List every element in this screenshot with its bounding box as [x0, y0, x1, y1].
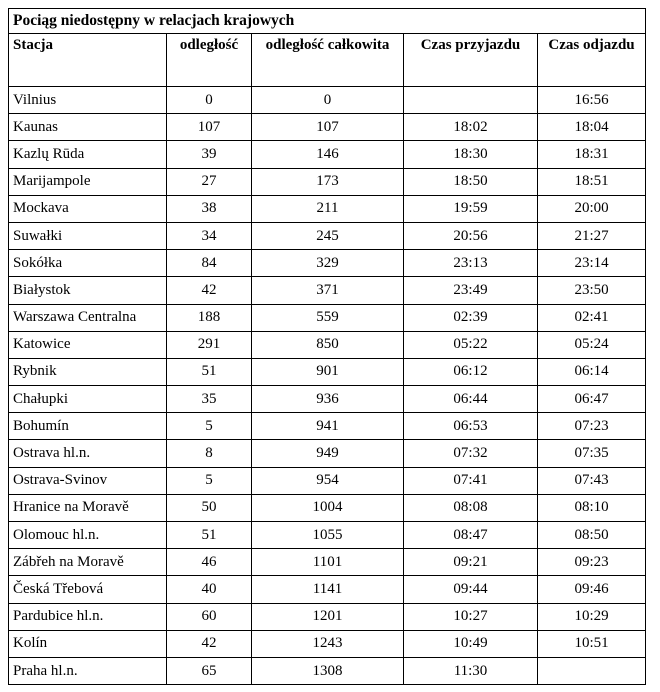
cell-arrival: 20:56 — [404, 222, 538, 249]
cell-distance: 84 — [167, 250, 252, 277]
table-row — [9, 630, 646, 657]
cell-station: Chałupki — [9, 386, 167, 413]
cell-station: Bohumín — [9, 413, 167, 440]
cell-station: Warszawa Centralna — [9, 304, 167, 331]
cell-departure: 07:35 — [538, 440, 646, 467]
cell-total-distance: 371 — [252, 277, 404, 304]
cell-total-distance: 173 — [252, 168, 404, 195]
table-row — [9, 222, 646, 249]
cell-station: Suwałki — [9, 222, 167, 249]
table-row — [9, 522, 646, 549]
cell-distance: 107 — [167, 114, 252, 141]
cell-departure: 21:27 — [538, 222, 646, 249]
cell-distance: 34 — [167, 222, 252, 249]
table-row — [9, 250, 646, 277]
cell-distance: 42 — [167, 277, 252, 304]
cell-arrival: 06:53 — [404, 413, 538, 440]
cell-total-distance: 0 — [252, 87, 404, 114]
cell-total-distance: 559 — [252, 304, 404, 331]
cell-total-distance: 211 — [252, 195, 404, 222]
cell-departure: 07:43 — [538, 467, 646, 494]
cell-departure — [538, 657, 646, 684]
cell-distance: 50 — [167, 494, 252, 521]
cell-distance: 51 — [167, 522, 252, 549]
cell-departure: 18:51 — [538, 168, 646, 195]
cell-departure: 02:41 — [538, 304, 646, 331]
cell-total-distance: 1055 — [252, 522, 404, 549]
header-arrival: Czas przyjazdu — [404, 34, 538, 87]
cell-departure: 06:47 — [538, 386, 646, 413]
cell-distance: 27 — [167, 168, 252, 195]
cell-arrival: 10:49 — [404, 630, 538, 657]
cell-departure: 18:31 — [538, 141, 646, 168]
cell-arrival: 09:21 — [404, 549, 538, 576]
table-row — [9, 576, 646, 603]
cell-station: Hranice na Moravě — [9, 494, 167, 521]
cell-departure: 08:10 — [538, 494, 646, 521]
cell-station: Kaunas — [9, 114, 167, 141]
header-distance: odległość — [167, 34, 252, 87]
header-total-distance: odległość całkowita — [252, 34, 404, 87]
cell-distance: 60 — [167, 603, 252, 630]
table-row — [9, 467, 646, 494]
cell-total-distance: 936 — [252, 386, 404, 413]
table-row — [9, 657, 646, 684]
cell-total-distance: 107 — [252, 114, 404, 141]
cell-arrival: 02:39 — [404, 304, 538, 331]
cell-arrival: 06:44 — [404, 386, 538, 413]
cell-total-distance: 1141 — [252, 576, 404, 603]
cell-arrival: 11:30 — [404, 657, 538, 684]
table-title: Pociąg niedostępny w relacjach krajowych — [9, 9, 646, 34]
cell-total-distance: 146 — [252, 141, 404, 168]
cell-departure: 05:24 — [538, 331, 646, 358]
cell-total-distance: 1243 — [252, 630, 404, 657]
cell-arrival: 07:32 — [404, 440, 538, 467]
timetable — [8, 8, 646, 685]
cell-distance: 39 — [167, 141, 252, 168]
cell-total-distance: 941 — [252, 413, 404, 440]
table-row — [9, 195, 646, 222]
cell-station: Olomouc hl.n. — [9, 522, 167, 549]
cell-arrival: 23:13 — [404, 250, 538, 277]
cell-arrival: 07:41 — [404, 467, 538, 494]
cell-distance: 46 — [167, 549, 252, 576]
cell-total-distance: 1004 — [252, 494, 404, 521]
cell-distance: 38 — [167, 195, 252, 222]
cell-departure: 23:50 — [538, 277, 646, 304]
cell-total-distance: 329 — [252, 250, 404, 277]
cell-arrival: 18:02 — [404, 114, 538, 141]
cell-arrival: 08:47 — [404, 522, 538, 549]
cell-departure: 09:23 — [538, 549, 646, 576]
cell-arrival: 23:49 — [404, 277, 538, 304]
cell-arrival — [404, 87, 538, 114]
cell-total-distance: 949 — [252, 440, 404, 467]
cell-station: Česká Třebová — [9, 576, 167, 603]
cell-station: Mockava — [9, 195, 167, 222]
cell-station: Ostrava-Svinov — [9, 467, 167, 494]
cell-departure: 10:51 — [538, 630, 646, 657]
cell-distance: 0 — [167, 87, 252, 114]
cell-distance: 65 — [167, 657, 252, 684]
cell-distance: 40 — [167, 576, 252, 603]
cell-arrival: 08:08 — [404, 494, 538, 521]
cell-departure: 16:56 — [538, 87, 646, 114]
table-row — [9, 603, 646, 630]
cell-departure: 23:14 — [538, 250, 646, 277]
table-row — [9, 168, 646, 195]
cell-station: Zábřeh na Moravě — [9, 549, 167, 576]
cell-distance: 35 — [167, 386, 252, 413]
cell-arrival: 18:30 — [404, 141, 538, 168]
table-row — [9, 494, 646, 521]
cell-station: Katowice — [9, 331, 167, 358]
cell-distance: 291 — [167, 331, 252, 358]
cell-departure: 07:23 — [538, 413, 646, 440]
cell-total-distance: 1101 — [252, 549, 404, 576]
cell-distance: 5 — [167, 467, 252, 494]
table-row — [9, 549, 646, 576]
table-row — [9, 141, 646, 168]
cell-distance: 8 — [167, 440, 252, 467]
timetable-body — [9, 9, 646, 685]
cell-arrival: 06:12 — [404, 358, 538, 385]
cell-departure: 06:14 — [538, 358, 646, 385]
cell-total-distance: 954 — [252, 467, 404, 494]
cell-distance: 51 — [167, 358, 252, 385]
table-row — [9, 358, 646, 385]
table-row — [9, 440, 646, 467]
cell-arrival: 09:44 — [404, 576, 538, 603]
table-row — [9, 386, 646, 413]
cell-departure: 08:50 — [538, 522, 646, 549]
table-row — [9, 87, 646, 114]
cell-total-distance: 245 — [252, 222, 404, 249]
cell-total-distance: 1201 — [252, 603, 404, 630]
cell-station: Kolín — [9, 630, 167, 657]
cell-arrival: 10:27 — [404, 603, 538, 630]
cell-station: Białystok — [9, 277, 167, 304]
cell-distance: 42 — [167, 630, 252, 657]
header-station: Stacja — [9, 34, 167, 87]
header-row — [9, 34, 646, 87]
header-departure: Czas odjazdu — [538, 34, 646, 87]
cell-station: Kazlų Rūda — [9, 141, 167, 168]
title-row — [9, 9, 646, 34]
table-row — [9, 277, 646, 304]
cell-departure: 20:00 — [538, 195, 646, 222]
table-row — [9, 304, 646, 331]
cell-total-distance: 1308 — [252, 657, 404, 684]
cell-distance: 188 — [167, 304, 252, 331]
cell-departure: 09:46 — [538, 576, 646, 603]
cell-station: Marijampole — [9, 168, 167, 195]
cell-arrival: 19:59 — [404, 195, 538, 222]
cell-station: Sokółka — [9, 250, 167, 277]
cell-departure: 10:29 — [538, 603, 646, 630]
cell-total-distance: 850 — [252, 331, 404, 358]
cell-arrival: 05:22 — [404, 331, 538, 358]
cell-station: Pardubice hl.n. — [9, 603, 167, 630]
cell-total-distance: 901 — [252, 358, 404, 385]
cell-station: Ostrava hl.n. — [9, 440, 167, 467]
table-row — [9, 114, 646, 141]
table-row — [9, 413, 646, 440]
cell-station: Rybnik — [9, 358, 167, 385]
cell-distance: 5 — [167, 413, 252, 440]
cell-departure: 18:04 — [538, 114, 646, 141]
cell-station: Vilnius — [9, 87, 167, 114]
cell-station: Praha hl.n. — [9, 657, 167, 684]
cell-arrival: 18:50 — [404, 168, 538, 195]
table-row — [9, 331, 646, 358]
